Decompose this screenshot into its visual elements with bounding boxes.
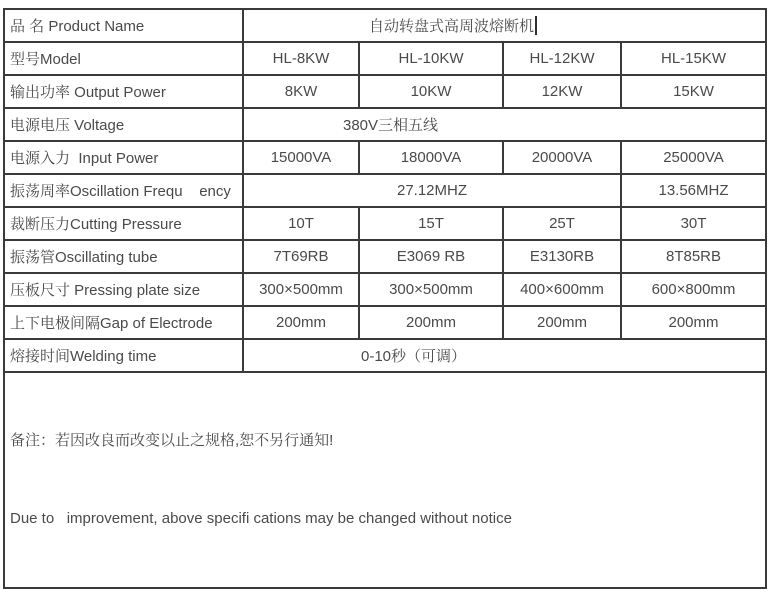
table-row-voltage — [4, 108, 766, 141]
model-value-cell: HL-12KW — [503, 42, 621, 75]
table-row-cutting-pressure — [4, 207, 766, 240]
row-label-oscillating-tube: 振荡管Oscillating tube — [4, 240, 243, 273]
model-value-cell: HL-15KW — [621, 42, 766, 75]
pressing-plate-size-value-cell: 600×800mm — [621, 273, 766, 306]
oscillating-tube-value-cell: E3069 RB — [359, 240, 503, 273]
model-value-cell: HL-8KW — [243, 42, 359, 75]
product-name-cell[interactable] — [243, 9, 766, 42]
cutting-pressure-value-cell: 30T — [621, 207, 766, 240]
electrode-gap-value-cell: 200mm — [359, 306, 503, 339]
output-power-value-cell: 12KW — [503, 75, 621, 108]
row-label-model: 型号Model — [4, 42, 243, 75]
electrode-gap-value-cell: 200mm — [243, 306, 359, 339]
model-value-cell: HL-10KW — [359, 42, 503, 75]
voltage-value-cell: 380V三相五线 — [243, 108, 766, 141]
row-label-product-name: 品 名 Product Name — [4, 9, 243, 42]
table-row-model — [4, 42, 766, 75]
oscillation-frequency-last-cell: 13.56MHZ — [621, 174, 766, 207]
input-power-value-cell: 25000VA — [621, 141, 766, 174]
row-label-pressing-plate-size: 压板尺寸 Pressing plate size — [4, 273, 243, 306]
table-row-welding-time — [4, 339, 766, 372]
oscillating-tube-value-cell: E3130RB — [503, 240, 621, 273]
cutting-pressure-value-cell: 15T — [359, 207, 503, 240]
row-label-cutting-pressure: 裁断压力Cutting Pressure — [4, 207, 243, 240]
input-power-value-cell: 18000VA — [359, 141, 503, 174]
spec-table — [3, 8, 767, 589]
cutting-pressure-value-cell: 25T — [503, 207, 621, 240]
row-label-input-power: 电源入力 Input Power — [4, 141, 243, 174]
output-power-value-cell: 10KW — [359, 75, 503, 108]
table-row-oscillating-tube — [4, 240, 766, 273]
row-label-welding-time: 熔接时间Welding time — [4, 339, 243, 372]
row-label-voltage: 电源电压 Voltage — [4, 108, 243, 141]
pressing-plate-size-value-cell: 400×600mm — [503, 273, 621, 306]
welding-time-value-cell: 0-10秒（可调） — [243, 339, 766, 372]
input-power-value-cell: 15000VA — [243, 141, 359, 174]
output-power-value-cell: 8KW — [243, 75, 359, 108]
table-row-input-power — [4, 141, 766, 174]
oscillating-tube-value-cell: 7T69RB — [243, 240, 359, 273]
table-row-electrode-gap — [4, 306, 766, 339]
remark-line-english: Due to improvement, above specifi cations may be changed without notice — [10, 510, 512, 527]
table-row-note — [4, 372, 766, 588]
product-name-text: 自动转盘式高周波熔断机 — [369, 18, 535, 35]
pressing-plate-size-value-cell: 300×500mm — [359, 273, 503, 306]
row-label-electrode-gap: 上下电极间隔Gap of Electrode — [4, 306, 243, 339]
row-label-output-power: 输出功率 Output Power — [4, 75, 243, 108]
oscillation-frequency-main-cell: 27.12MHZ — [243, 174, 621, 207]
table-row-oscillation-frequency — [4, 174, 766, 207]
electrode-gap-value-cell: 200mm — [503, 306, 621, 339]
pressing-plate-size-value-cell: 300×500mm — [243, 273, 359, 306]
cutting-pressure-value-cell: 10T — [243, 207, 359, 240]
table-row-product — [4, 9, 766, 42]
remark-line-chinese: 备注：若因改良而改变以止之规格,恕不另行通知! — [10, 432, 334, 449]
remark-cell — [4, 372, 766, 588]
output-power-value-cell: 15KW — [621, 75, 766, 108]
oscillating-tube-value-cell: 8T85RB — [621, 240, 766, 273]
electrode-gap-value-cell: 200mm — [621, 306, 766, 339]
text-caret — [535, 16, 537, 35]
table-row-pressing-plate-size — [4, 273, 766, 306]
input-power-value-cell: 20000VA — [503, 141, 621, 174]
row-label-oscillation-frequency: 振荡周率Oscillation Frequ ency — [4, 174, 243, 207]
table-row-output-power — [4, 75, 766, 108]
